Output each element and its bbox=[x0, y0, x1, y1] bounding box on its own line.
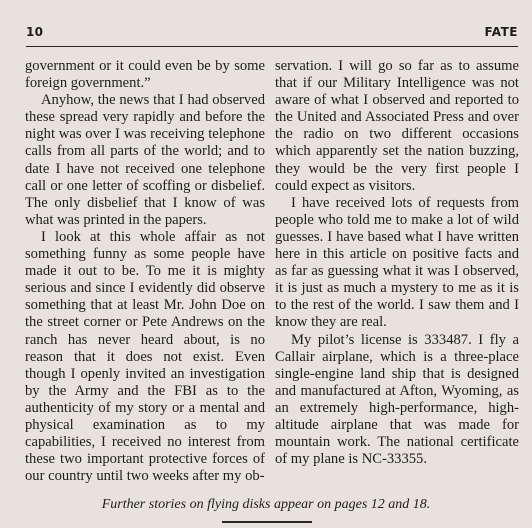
footer-note: Further stories on flying disks appear on pages 12 and 18. bbox=[101, 497, 431, 512]
left-paragraph-2: Anyhow, the news that I had observed these spread very rapidly and before the night was over I was receiving telephone calls from all parts of the world; and to date I have not received one telephone call or one letter of scoffing or disbelief. The only disbelief that I know of was what was printed in the papers. bbox=[25, 92, 265, 228]
magazine-title: FATE bbox=[484, 25, 518, 39]
right-paragraph-1: servation. I will go so far as to assume that if our Military Intelligence was not aware of what I observed and reported to the United and Associated Press and over the radio on two different occasions which apparently set the nation buzzing, they would be the very first people I could expect as visitors. bbox=[275, 58, 519, 194]
left-column bbox=[25, 58, 265, 485]
footer-rule bbox=[222, 521, 312, 523]
page-header bbox=[26, 25, 518, 47]
left-paragraph-1: government or it could even be by some foreign government.” bbox=[25, 58, 265, 92]
right-paragraph-2: I have received lots of requests from people who told me to make a lot of wild guesses. I have based what I have written here in this article on positive facts and as far as guessing what it was I observed, it is just as much a mystery to me as it is to the rest of the world. I saw them and I know they are real. bbox=[275, 194, 519, 331]
left-paragraph-3: I look at this whole affair as not something funny as some people have made it out to be. To me it is mighty serious and since I evidently did observe something that at least Mr. John Doe on the street corner or Pete Andrews on the ranch has never heard about, is no reason that it does not exist. Even though I openly invited an investigation by the Army and the FBI as to the authenticity of my story or a mental and physical examination as to my capabilities, I received no interest from these two important protective forces of our country until two weeks after my ob- bbox=[25, 228, 265, 485]
right-paragraph-3: My pilot’s license is 333487. I fly a Callair airplane, which is a three-place single-engine land ship that is designed and manufactured at Afton, Wyoming, as an extremely high-performance, high-altitude airplane that was made for mountain work. The national certificate of my plane is NC-33355. bbox=[275, 331, 519, 468]
page-number: 10 bbox=[26, 25, 44, 39]
right-column bbox=[275, 58, 519, 468]
